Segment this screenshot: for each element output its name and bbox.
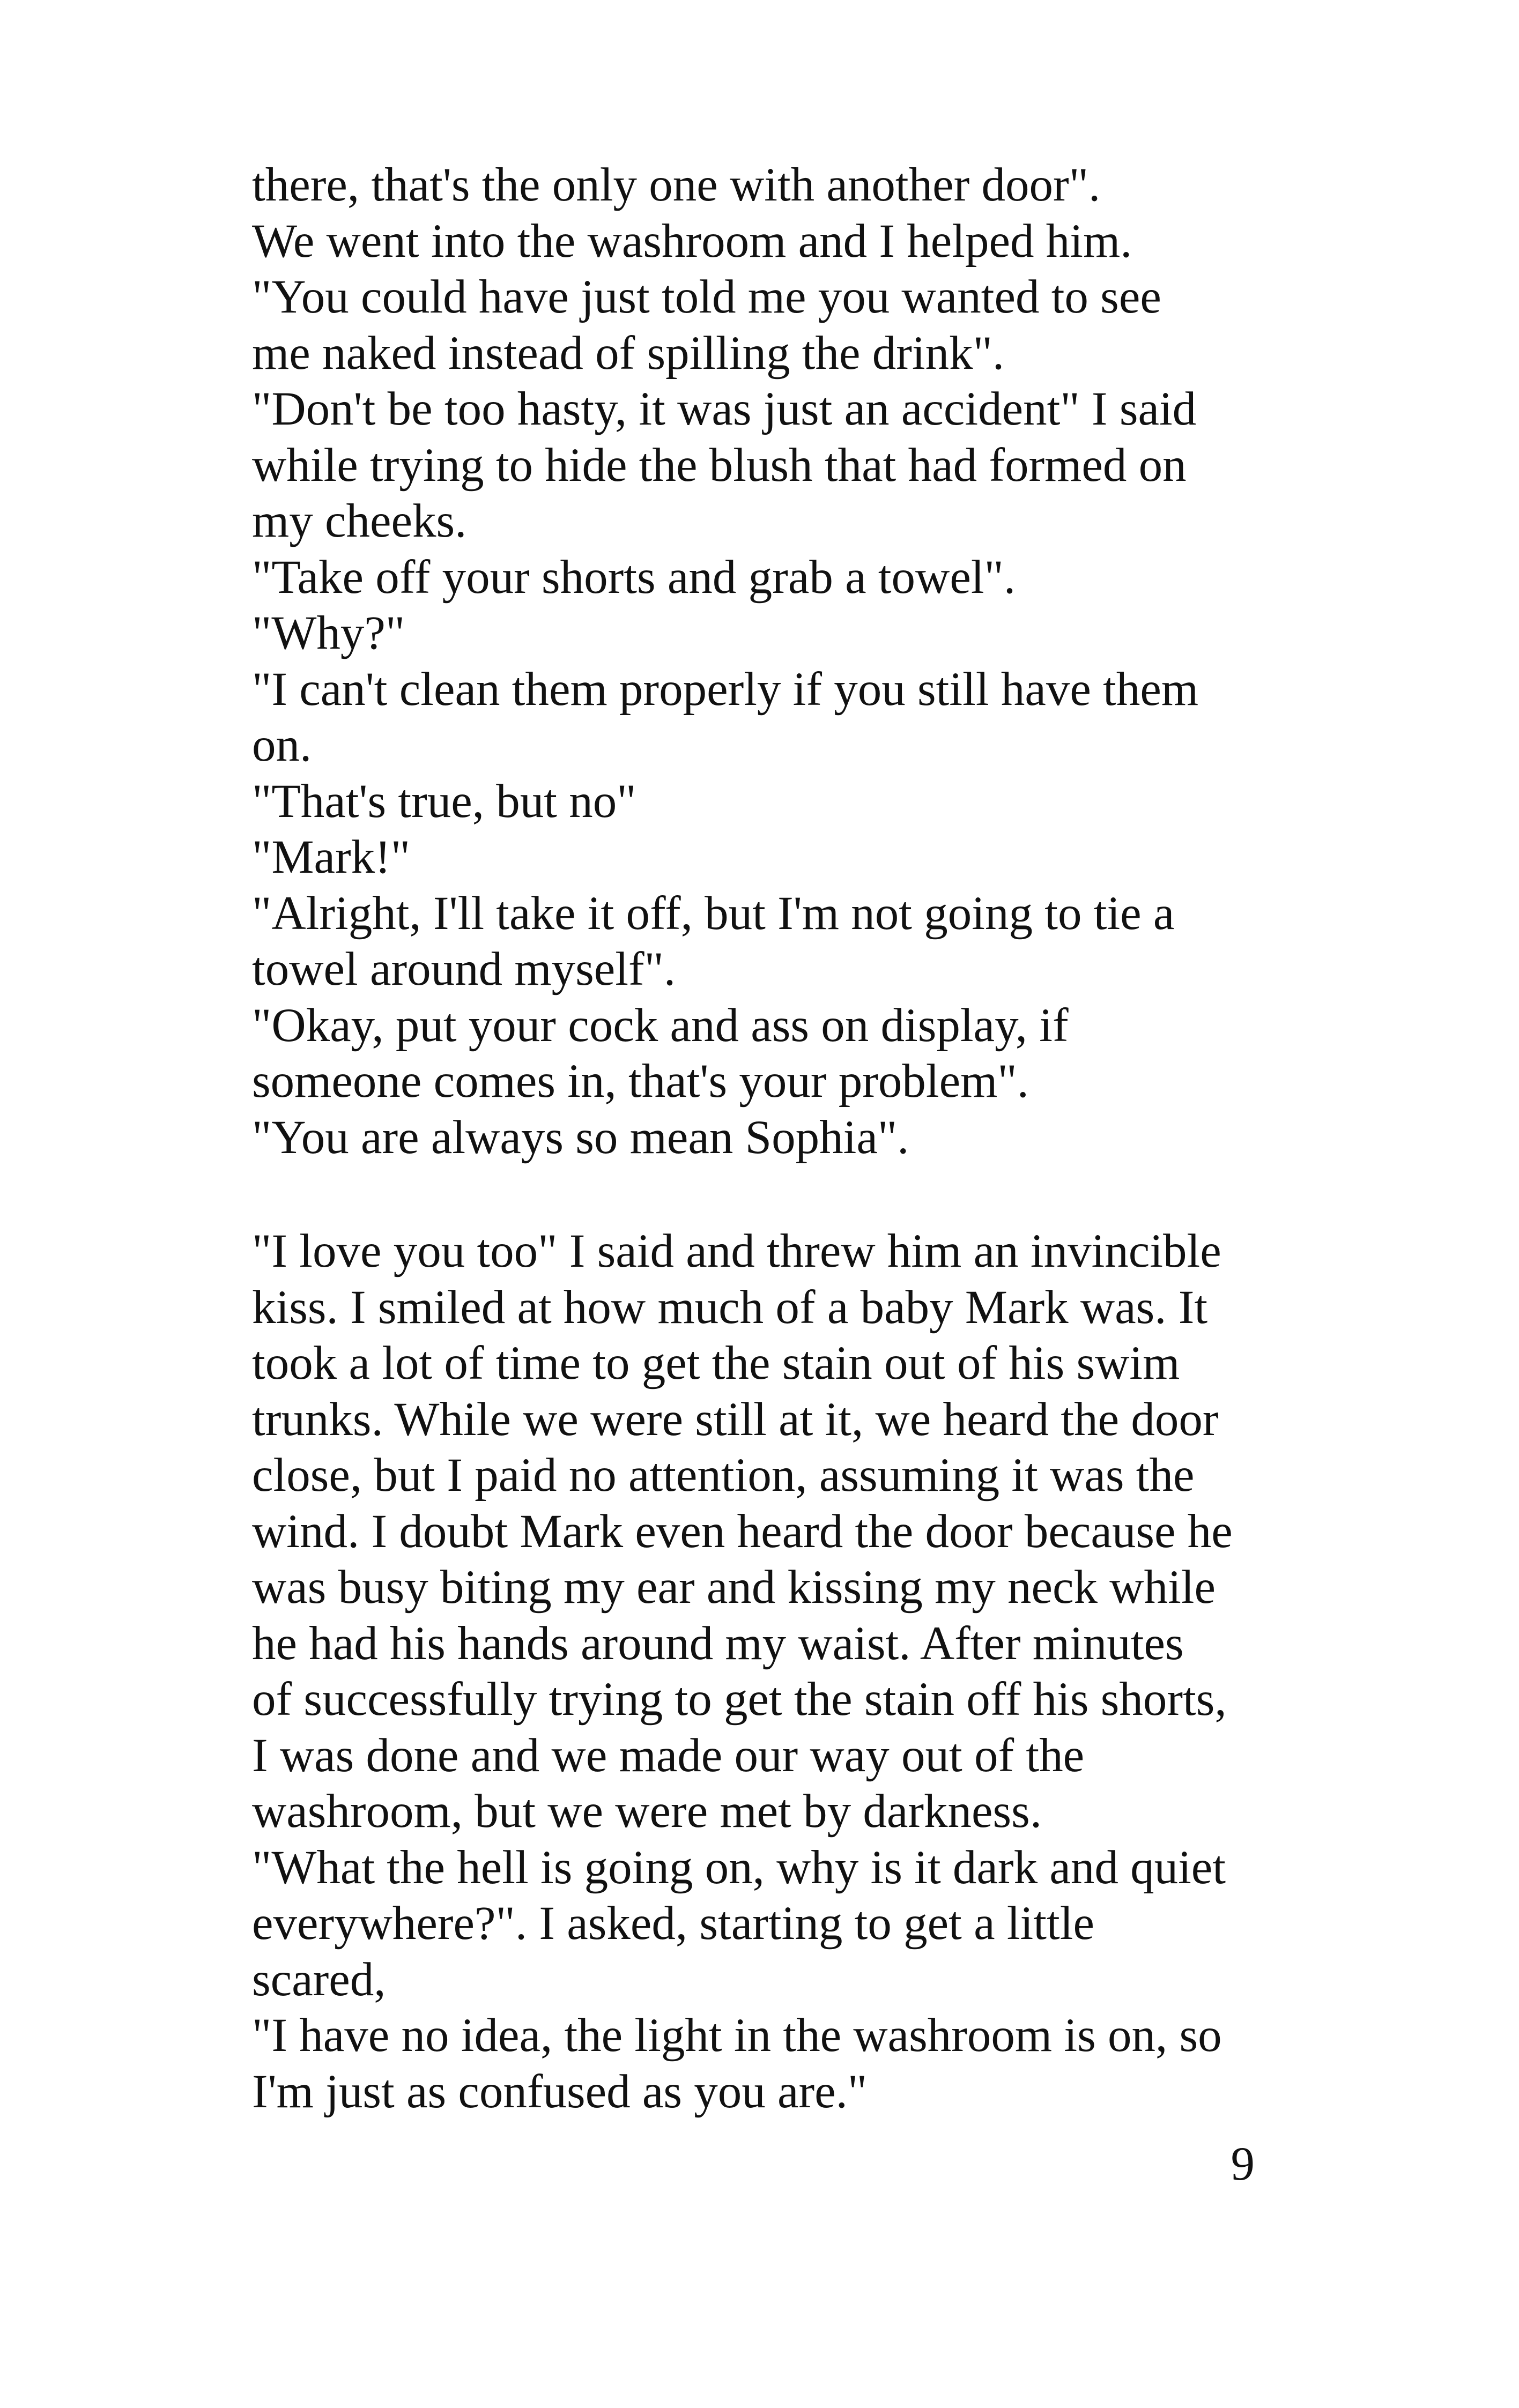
text-line: I was done and we made our way out of the — [252, 1729, 1085, 1782]
text-line: "You could have just told me you wanted to see — [252, 271, 1161, 323]
text-line: I'm just as confused as you are." — [252, 2065, 868, 2118]
text-line: someone comes in, that's your problem". — [252, 1055, 1029, 1108]
text-line: scared, — [252, 1953, 386, 2006]
text-paragraph-2 — [252, 1223, 1281, 2120]
text-line: "Okay, put your cock and ass on display, if — [252, 999, 1069, 1052]
text-line: washroom, but we were met by darkness. — [252, 1785, 1042, 1838]
text-paragraph-1 — [252, 157, 1281, 1165]
text-line: everywhere?". I asked, starting to get a little — [252, 1897, 1094, 1950]
text-line: on. — [252, 719, 312, 771]
text-line: "Why?" — [252, 607, 405, 659]
text-line: "Alright, I'll take it off, but I'm not going to tie a — [252, 887, 1175, 940]
text-line: We went into the washroom and I helped him. — [252, 214, 1132, 267]
text-line: "Don't be too hasty, it was just an accident" I said — [252, 383, 1197, 435]
text-line: there, that's the only one with another door". — [252, 159, 1101, 211]
text-line: "I can't clean them properly if you still have them — [252, 663, 1199, 716]
text-line: me naked instead of spilling the drink". — [252, 326, 1005, 380]
text-line: towel around myself". — [252, 943, 676, 995]
text-line: "You are always so mean Sophia". — [252, 1111, 909, 1164]
text-line: was busy biting my ear and kissing my neck while — [252, 1561, 1216, 1614]
text-line: "Mark!" — [252, 831, 411, 883]
text-line: he had his hands around my waist. After minutes — [252, 1617, 1184, 1670]
text-line: close, but I paid no attention, assuming it was the — [252, 1449, 1195, 1502]
text-line: while trying to hide the blush that had formed on — [252, 439, 1187, 492]
text-line: wind. I doubt Mark even heard the door because he — [252, 1505, 1233, 1558]
text-line: "What the hell is going on, why is it dark and quiet — [252, 1841, 1226, 1894]
text-line: of successfully trying to get the stain off his shorts, — [252, 1673, 1227, 1726]
text-line: "I love you too" I said and threw him an invincible — [252, 1225, 1221, 1277]
text-line: "I have no idea, the light in the washroom is on, so — [252, 2009, 1222, 2062]
text-line: "Take off your shorts and grab a towel". — [252, 551, 1016, 604]
page-number: 9 — [1231, 2138, 1255, 2190]
text-line: kiss. I smiled at how much of a baby Mark was. It — [252, 1281, 1208, 1334]
text-line: trunks. While we were still at it, we heard the door — [252, 1393, 1219, 1446]
text-line: took a lot of time to get the stain out of his swim — [252, 1337, 1180, 1389]
text-line: my cheeks. — [252, 495, 467, 547]
text-line: "That's true, but no" — [252, 775, 636, 828]
